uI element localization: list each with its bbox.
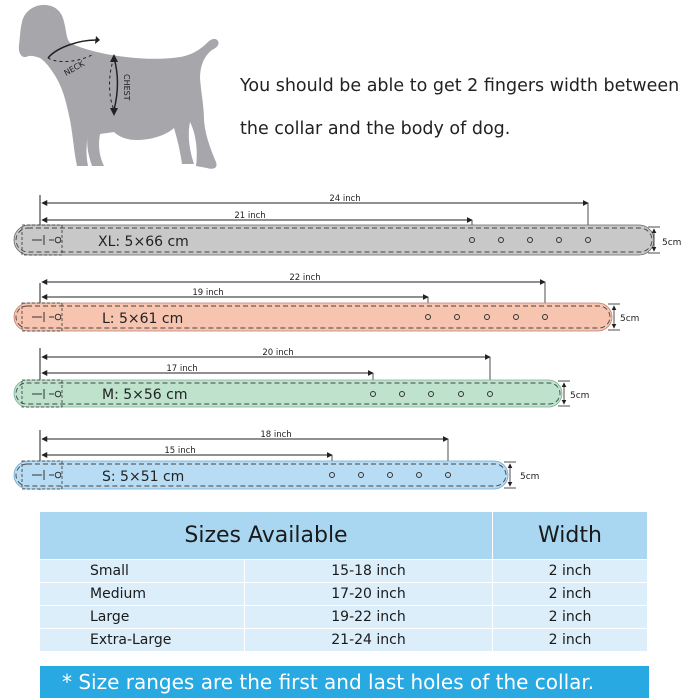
size-range: 17-20 inch [245,583,493,606]
width-label: 5cm [520,472,540,482]
size-width: 2 inch [493,560,648,583]
collar-l [14,273,639,331]
first-hole-label: 15 inch [164,446,196,456]
size-label: XL: 5×66 cm [98,234,189,250]
collar-s [14,430,539,490]
first-hole-label: 19 inch [192,288,224,298]
size-width: 2 inch [493,606,648,629]
size-name: Large [40,606,245,629]
size-name: Medium [40,583,245,606]
collar-strap [14,461,508,489]
header-sizes-available: Sizes Available [40,512,493,560]
size-label: M: 5×56 cm [102,387,188,403]
table-row [40,583,648,606]
dog-silhouette-icon [19,5,219,169]
last-hole-label: 22 inch [289,273,321,283]
size-label: S: 5×51 cm [102,469,185,485]
width-label: 5cm [570,391,590,401]
first-hole-label: 21 inch [234,211,266,221]
table-row [40,560,648,583]
size-name: Extra-Large [40,629,245,652]
table-header-row [40,512,648,560]
header-width: Width [493,512,648,560]
collar-xl [14,194,681,255]
last-hole-label: 20 inch [262,348,294,358]
footnote-banner: * Size ranges are the first and last holes of the collar. [40,666,649,698]
collar-diagrams [0,185,700,505]
collar-strap [14,380,562,407]
size-name: Small [40,560,245,583]
size-width: 2 inch [493,629,648,652]
last-hole-label: 18 inch [260,430,292,440]
size-range: 19-22 inch [245,606,493,629]
size-width: 2 inch [493,583,648,606]
first-hole-label: 17 inch [166,364,198,374]
size-range: 15-18 inch [245,560,493,583]
table-row [40,606,648,629]
last-hole-label: 24 inch [329,194,361,204]
width-label: 5cm [662,238,682,248]
instruction-line-2: the collar and the body of dog. [240,119,511,139]
table-row [40,629,648,652]
neck-label: NECK [62,59,86,78]
collar-m [14,348,589,407]
width-label: 5cm [620,314,640,324]
dog-illustration [0,0,230,185]
instruction-line-1: You should be able to get 2 fingers width between [240,76,680,96]
chest-label: CHEST [122,74,131,101]
sizes-table [39,511,648,652]
size-label: L: 5×61 cm [102,311,184,327]
size-range: 21-24 inch [245,629,493,652]
